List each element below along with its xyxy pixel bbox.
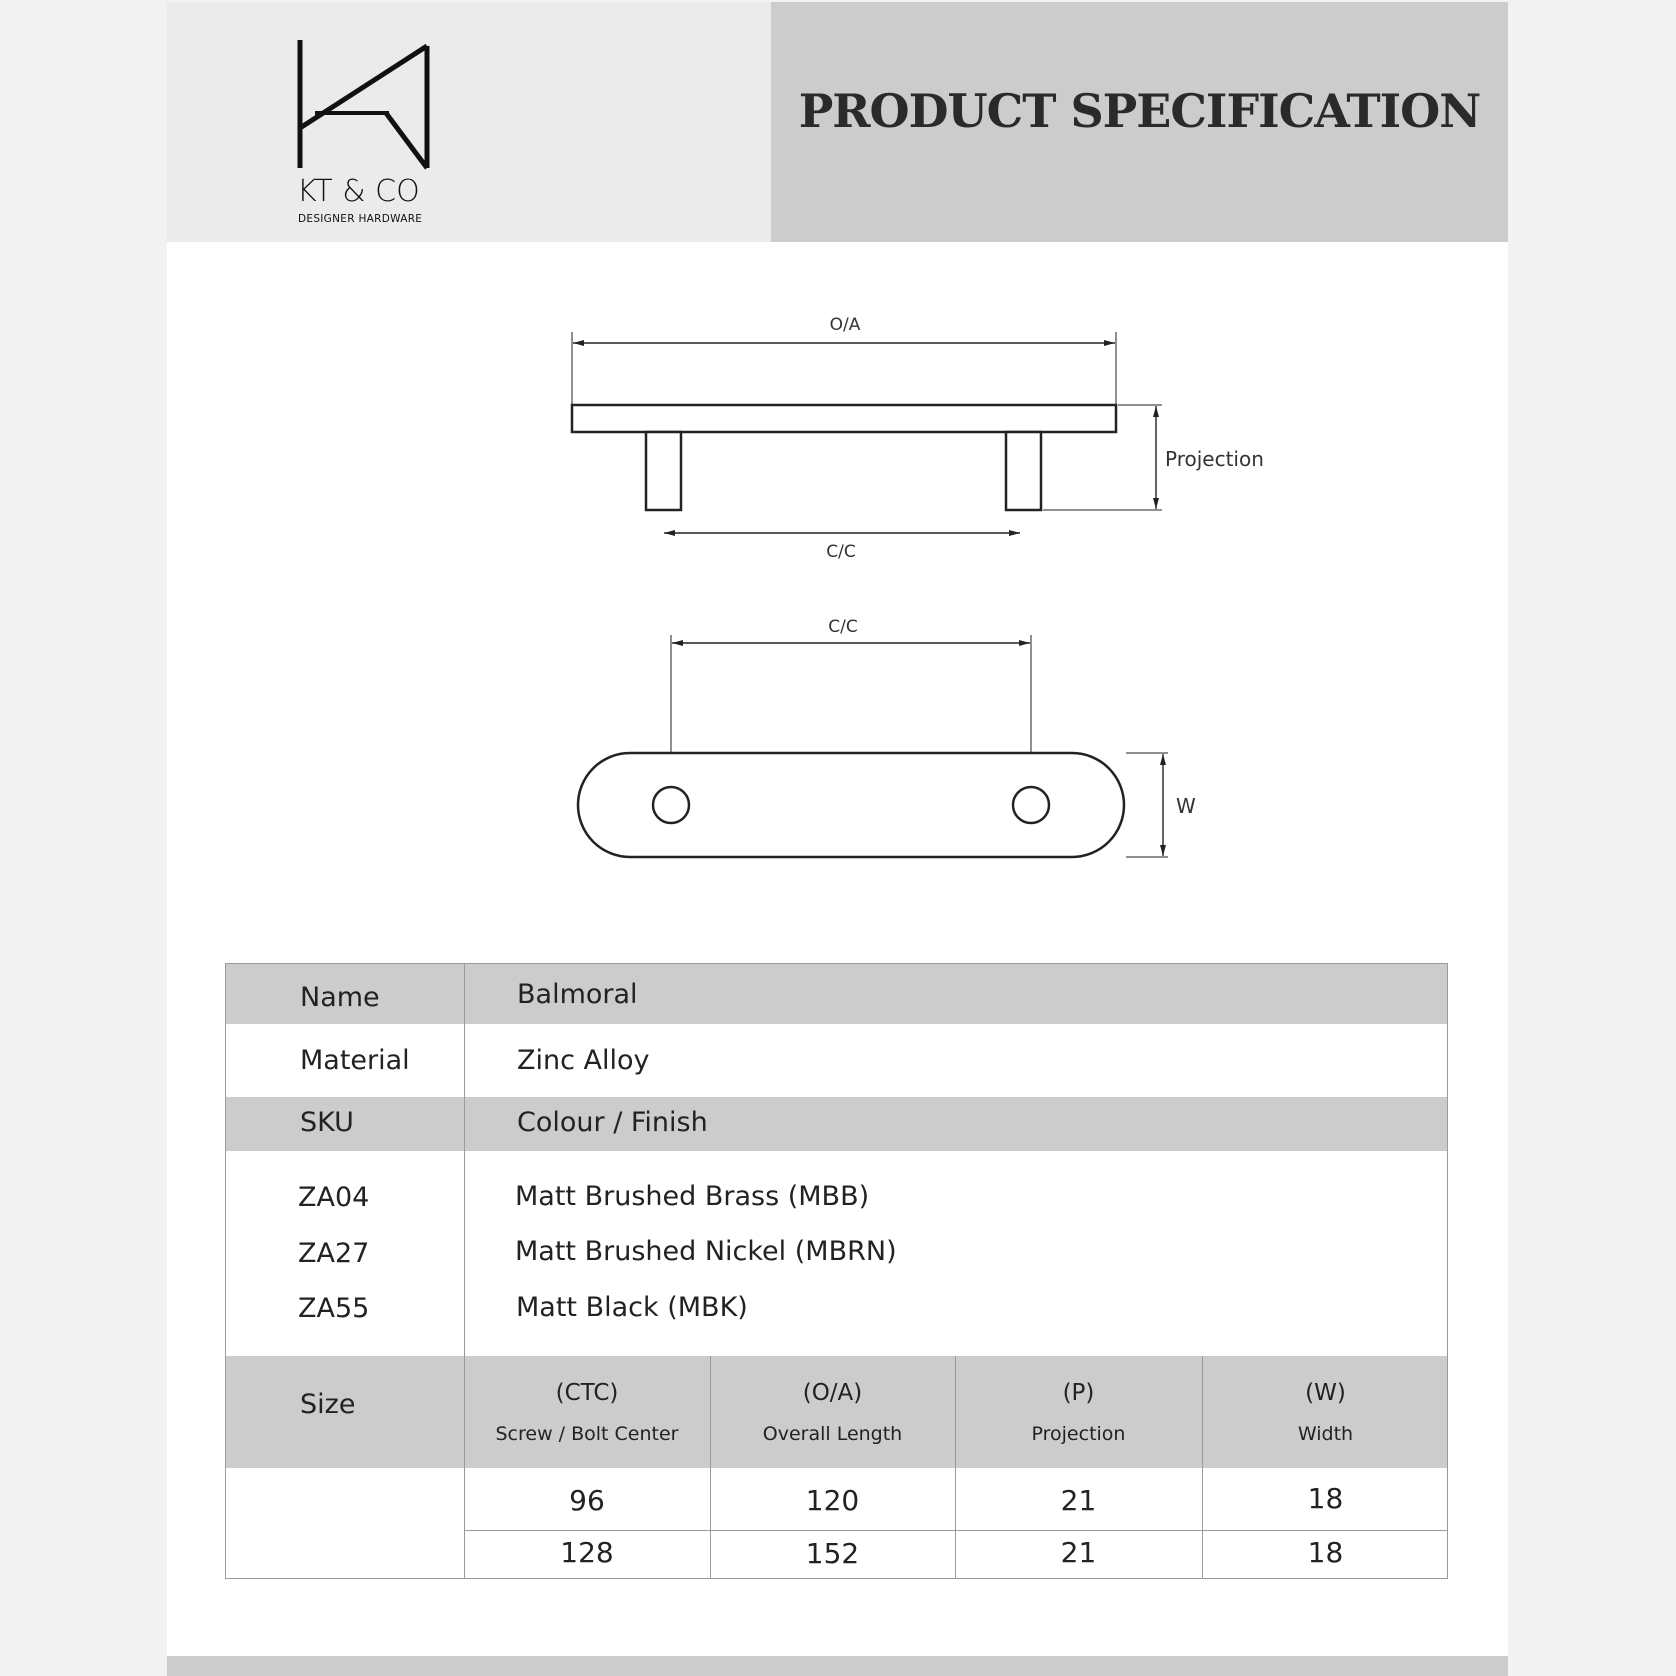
size-column-code: (O/A) xyxy=(802,1380,863,1406)
brand-name: KT & CO xyxy=(297,174,420,209)
side-view-drawing xyxy=(572,332,1162,536)
screw-hole-left xyxy=(653,787,689,823)
size-value-p: 21 xyxy=(1060,1536,1097,1569)
center-dimension-label: C/C xyxy=(826,542,856,562)
finish-name: Matt Brushed Nickel (MBRN) xyxy=(515,1236,897,1267)
row-divider xyxy=(464,1530,1447,1531)
handle-post-left xyxy=(646,432,681,510)
sku-code: ZA04 xyxy=(298,1182,370,1213)
size-value-oa: 120 xyxy=(805,1484,860,1517)
size-column-name: Projection xyxy=(1031,1423,1126,1445)
size-value-ctc: 96 xyxy=(569,1484,605,1517)
finish-name: Matt Black (MBK) xyxy=(516,1292,748,1323)
brand-tagline: DESIGNER HARDWARE xyxy=(298,213,423,225)
sku-code: ZA27 xyxy=(298,1238,370,1269)
material-label: Material xyxy=(300,1045,410,1076)
size-value-w: 18 xyxy=(1307,1536,1344,1569)
name-value: Balmoral xyxy=(517,979,638,1010)
screw-hole-right xyxy=(1013,787,1049,823)
material-value: Zinc Alloy xyxy=(517,1045,650,1076)
sku-code: ZA55 xyxy=(298,1293,370,1324)
size-header-row xyxy=(226,1356,1447,1468)
sku-header-row xyxy=(226,1097,1447,1151)
spec-table xyxy=(225,963,1448,1579)
size-column-name: Screw / Bolt Center xyxy=(495,1423,679,1445)
size-value-w: 18 xyxy=(1307,1482,1344,1515)
size-value-p: 21 xyxy=(1060,1484,1097,1517)
name-label: Name xyxy=(300,982,380,1013)
top-view-drawing xyxy=(578,635,1168,857)
handle-bar-side xyxy=(572,405,1116,432)
center-dimension-label-top: C/C xyxy=(828,617,858,637)
size-column-code: (W) xyxy=(1305,1380,1346,1406)
size-value-oa: 152 xyxy=(805,1537,860,1570)
footer-bar xyxy=(167,1656,1508,1676)
size-column-code: (P) xyxy=(1062,1380,1095,1406)
projection-dimension-label: Projection xyxy=(1165,447,1264,471)
size-value-ctc: 128 xyxy=(560,1536,614,1569)
name-row xyxy=(226,964,1447,1024)
handle-post-right xyxy=(1006,432,1041,510)
finish-label: Colour / Finish xyxy=(517,1107,708,1138)
size-label: Size xyxy=(300,1389,356,1420)
overall-dimension-label: O/A xyxy=(829,315,861,335)
size-column-name: Overall Length xyxy=(762,1423,903,1445)
page-title: PRODUCT SPECIFICATION xyxy=(798,84,1481,138)
sku-label: SKU xyxy=(300,1107,354,1138)
width-dimension-label: W xyxy=(1176,794,1196,818)
size-column-name: Width xyxy=(1297,1423,1354,1445)
finish-name: Matt Brushed Brass (MBB) xyxy=(515,1181,870,1212)
size-column-code: (CTC) xyxy=(555,1380,619,1406)
